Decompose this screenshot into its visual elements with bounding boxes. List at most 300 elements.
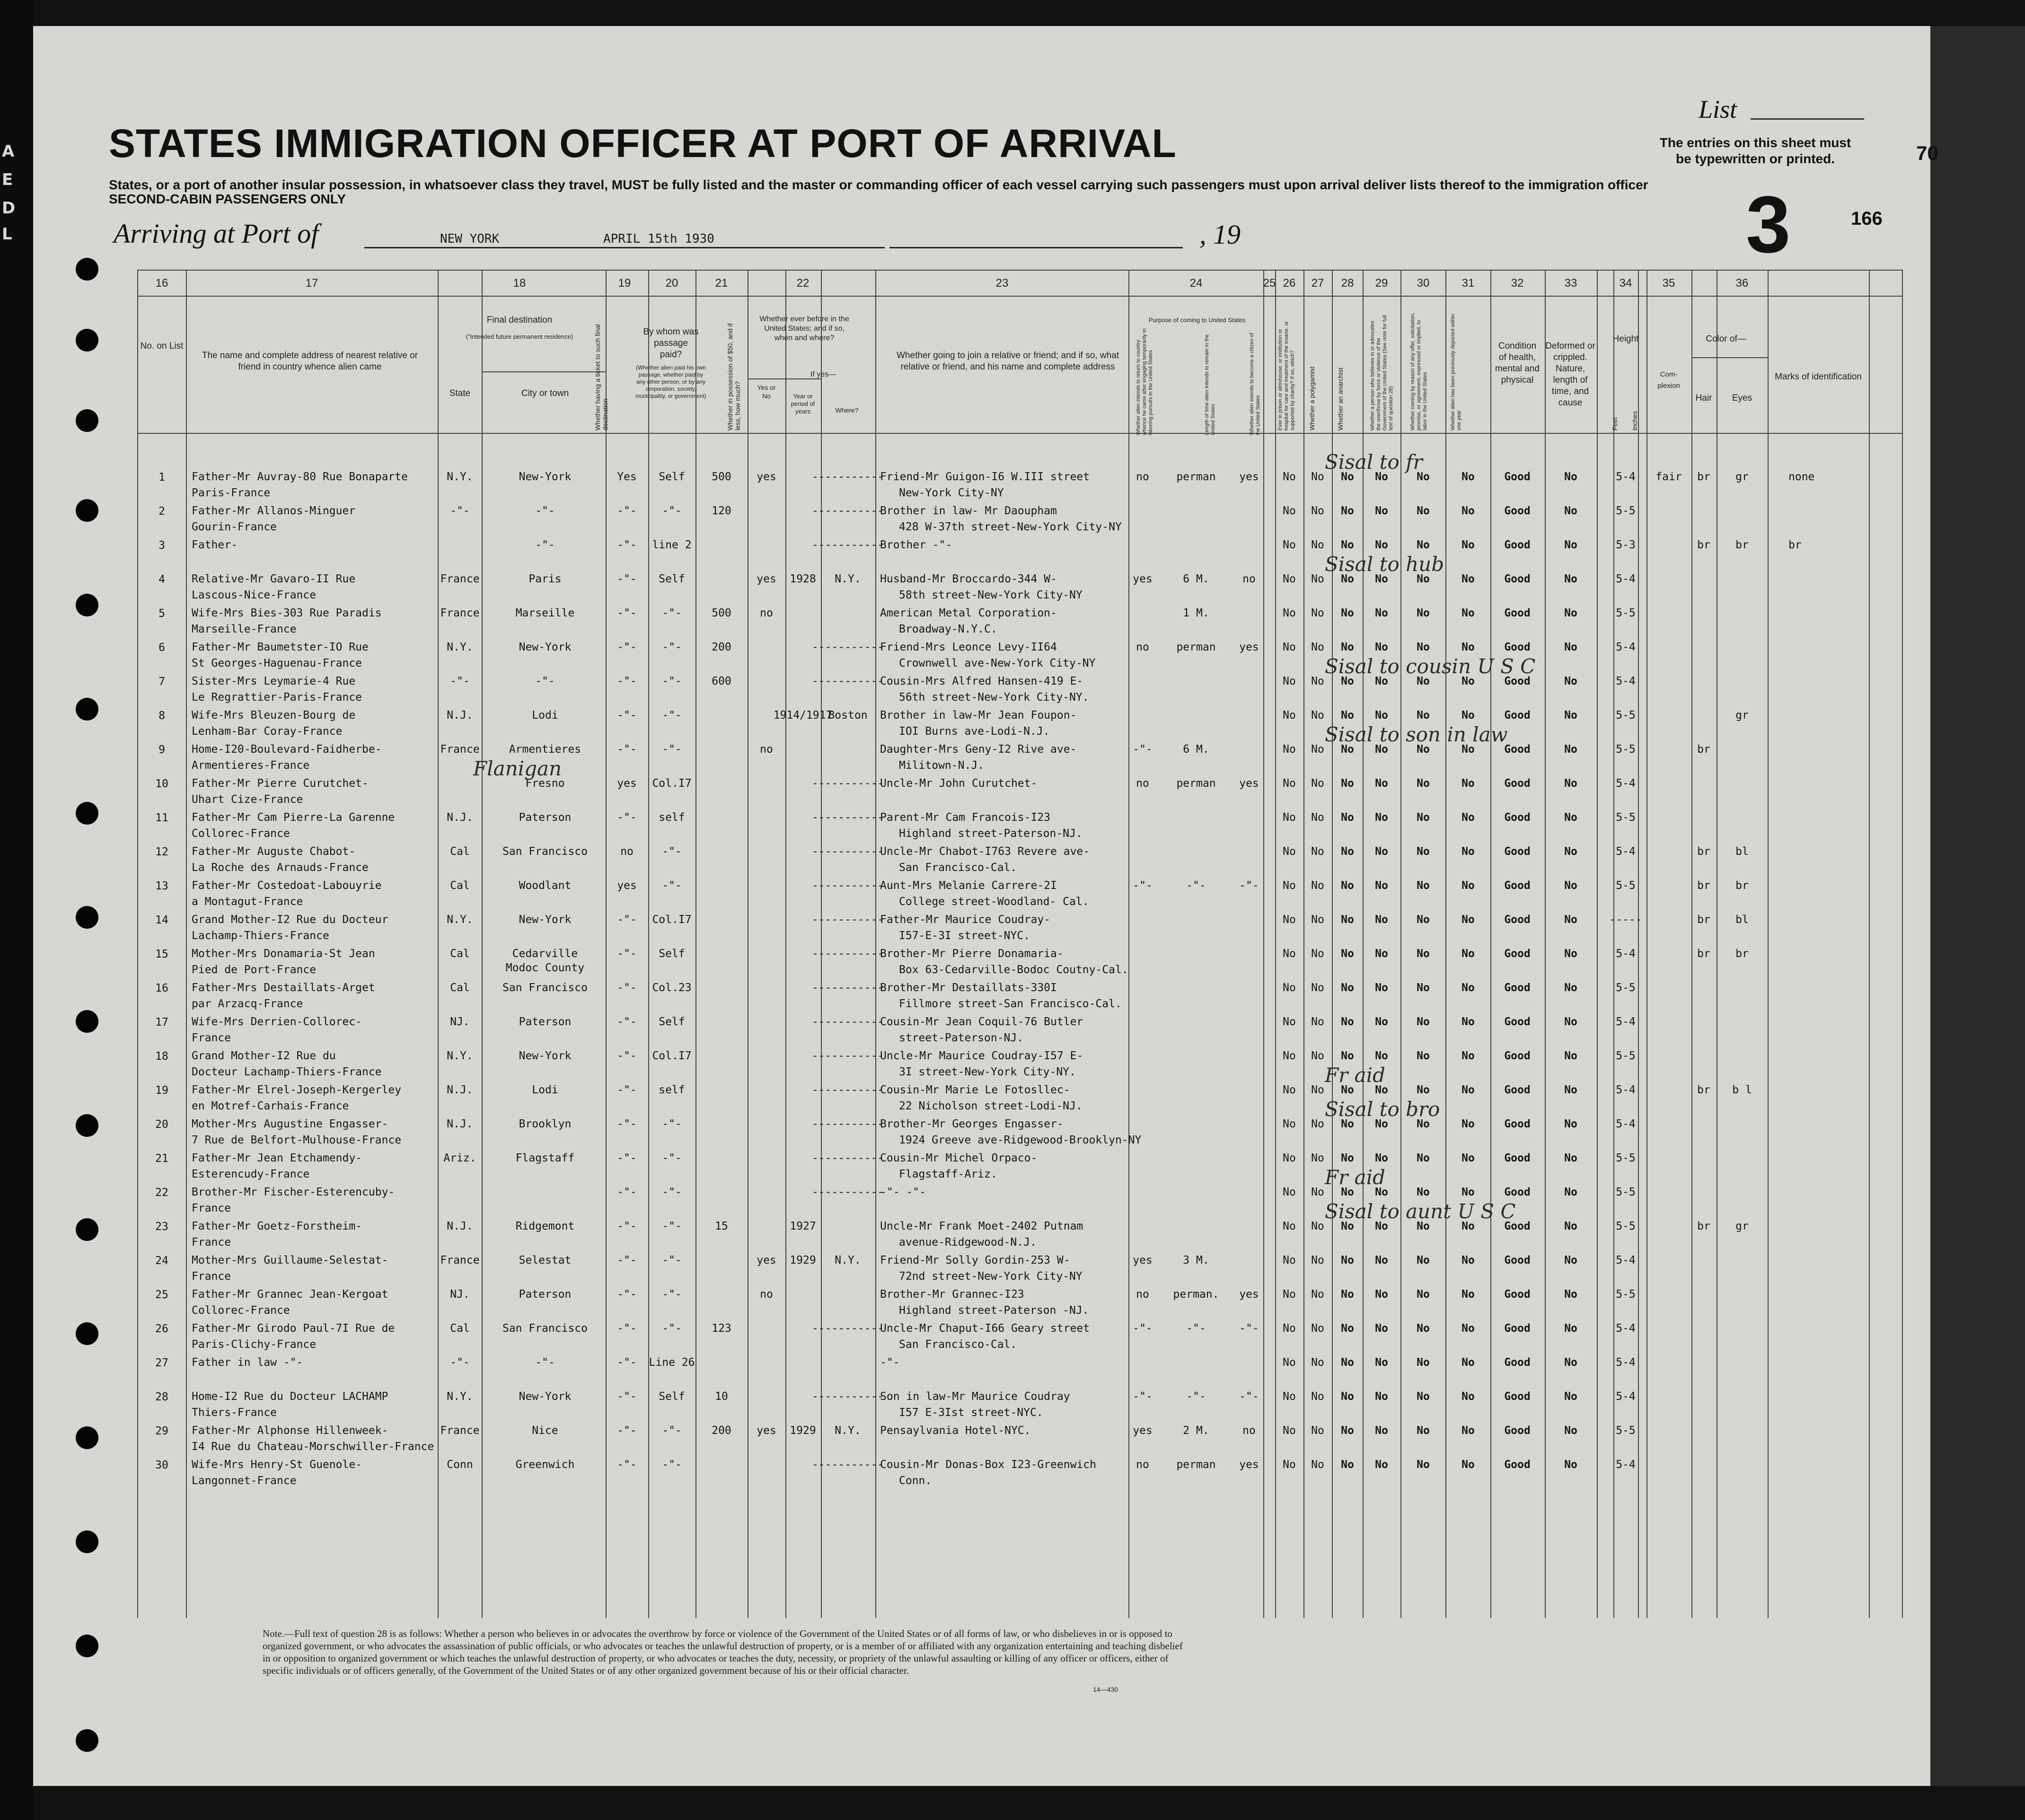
cell-where: ----------- [811,1016,884,1028]
cell-c28: No [1375,1016,1388,1028]
cell-join2: Fillmore street-San Francisco-Cal. [899,998,1122,1010]
cell-c26: No [1311,1356,1324,1369]
cell-height: 5-5 [1616,607,1636,619]
cell-deformed: No [1564,641,1577,653]
cell-c30: No [1462,1254,1475,1266]
cell-c25: No [1283,1288,1296,1301]
cell-rel2: Lachamp-Thiers-France [192,930,329,942]
cell-c30: No [1462,1016,1475,1028]
cell-c27: No [1341,1118,1354,1130]
cell-p2: perman. [1173,1288,1219,1301]
cell-paid: Col.I7 [652,777,692,790]
cell-c28: No [1375,845,1388,858]
cell-deformed: No [1564,777,1577,790]
cell-height: 5-4 [1616,1254,1636,1266]
cell-c25: No [1283,1152,1296,1164]
cell-hair: br [1697,845,1710,858]
cell-rel1: Father-Mr Cam Pierre-La Garenne [192,811,395,824]
binder-hole [76,594,98,616]
column-rule [1613,270,1614,1618]
cell-join1: Aunt-Mrs Melanie Carrere-2I [880,879,1057,892]
cell-state: France [440,743,480,756]
binder-hole [76,1635,98,1657]
cell-hair: br [1697,471,1710,483]
cell-city1: San Francisco [502,982,588,994]
cell-ticket: -"- [617,1016,637,1028]
cell-join1: Brother-Mr Destaillats-330I [880,982,1057,994]
cell-deformed: No [1564,1016,1577,1028]
cell-c28: No [1375,1288,1388,1301]
row-number: 24 [155,1255,168,1267]
cell-c30: No [1462,1084,1475,1096]
cell-deformed: No [1564,743,1577,756]
cell-rel1: Father- [192,539,238,551]
cell-c28: No [1375,1186,1388,1198]
cell-state: France [440,1254,480,1266]
cell-c25: No [1283,573,1296,585]
cell-height: ----- [1609,914,1642,926]
port-underline [364,247,885,248]
cell-height: 5-4 [1616,1322,1636,1335]
cell-c26: No [1311,845,1324,858]
cell-rel1: Father-Mr Costedoat-Labouyrie [192,879,382,892]
cell-height: 5-4 [1616,1118,1636,1130]
cell-paid: line 2 [652,539,692,551]
cell-height: 5-4 [1616,471,1636,483]
table-rule [1691,357,1768,358]
cell-ticket: -"- [617,641,637,653]
cell-p2: 6 M. [1183,573,1209,585]
cell-c28: No [1375,1084,1388,1096]
cell-city1: Brooklyn [519,1118,572,1130]
cell-height: 5-5 [1616,879,1636,892]
cell-c27: No [1341,1390,1354,1403]
cell-paid: Self [659,1390,685,1403]
cell-c26: No [1311,1254,1324,1266]
cell-p3: yes [1239,471,1259,483]
cell-city1: San Francisco [502,1322,588,1335]
cell-deformed: No [1564,539,1577,551]
cell-c26: No [1311,1424,1324,1437]
cell-join2: Highland street-Paterson-NJ. [899,827,1083,840]
header-hair: Hair [1695,393,1712,403]
cell-c27: No [1341,1220,1354,1232]
cell-rel1: Father-Mr Pierre Curutchet- [192,777,369,790]
cell-height: 5-4 [1616,1084,1636,1096]
cell-join2: IOI Burns ave-Lodi-N.J. [899,725,1050,738]
row-number: 16 [155,982,168,994]
passenger-class: SECOND-CABIN PASSENGERS ONLY [109,192,346,206]
cell-health: Good [1504,1152,1531,1164]
cell-rel2: St Georges-Haguenau-France [192,657,362,669]
cell-deformed: No [1564,1220,1577,1232]
cell-c25: No [1283,1016,1296,1028]
cell-c28: No [1375,777,1388,790]
cell-c30: No [1462,1322,1475,1335]
cell-p1: -"- [1133,1322,1153,1335]
cell-c29: No [1417,539,1430,551]
column-rule [1691,270,1692,1618]
header-purpose-return: Whether alien intends to return to country whence he came after engaging temporarily in laboring pursuits in the United States [1136,328,1153,435]
row-number: 17 [155,1016,168,1029]
cell-health: Good [1504,1186,1531,1198]
cell-health: Good [1504,948,1531,960]
cell-c28: No [1375,1152,1388,1164]
binder-hole [76,258,98,281]
cell-c27: No [1341,777,1354,790]
cell-city1: Ridgemont [515,1220,575,1232]
cell-state: France [440,607,480,619]
cell-hair: br [1697,743,1710,756]
cell-height: 5-5 [1616,1288,1636,1301]
cell-paid: Col.23 [652,982,692,994]
row-number: 20 [155,1118,168,1131]
cell-c30: No [1462,743,1475,756]
cell-c25: No [1283,1220,1296,1232]
cell-c28: No [1375,743,1388,756]
column-number: 36 [1735,277,1749,290]
cell-c29: No [1417,709,1430,721]
cell-join2: Crownwell ave-New-York City-NY [899,657,1096,669]
row-number: 9 [158,744,165,756]
cell-paid: Self [659,471,685,483]
cell-c30: No [1462,709,1475,721]
cell-c26: No [1311,573,1324,585]
cell-p2: perman [1176,777,1216,790]
cell-c26: No [1311,811,1324,824]
cell-p2: perman [1176,1459,1216,1471]
cell-join1: Friend-Mr Guigon-I6 W.III street [880,471,1090,483]
cell-c25: No [1283,471,1296,483]
cell-where: ----------- [811,641,884,653]
cell-deformed: No [1564,811,1577,824]
cell-p1: no [1136,1459,1149,1471]
cell-deformed: No [1564,1118,1577,1130]
cell-c30: No [1462,1459,1475,1471]
cell-height: 5-5 [1616,709,1636,721]
cell-rel1: Wife-Mrs Bies-303 Rue Paradis [192,607,382,619]
column-number: 34 [1619,277,1632,290]
row-number: 18 [155,1050,168,1063]
cell-join2: street-Paterson-NJ. [899,1032,1024,1044]
cell-ticket: -"- [617,1186,637,1198]
cell-c26: No [1311,607,1324,619]
cell-city1: -"- [535,505,555,517]
cell-c27: No [1341,948,1354,960]
cell-where: N.Y. [835,1254,861,1266]
cell-hair: br [1697,914,1710,926]
cell-c30: No [1462,471,1475,483]
cell-c27: No [1341,845,1354,858]
cell-rel2: France [192,1032,231,1044]
handwritten-note: Sisal to bro [1325,1098,1440,1121]
column-number: 16 [155,277,168,290]
cell-deformed: No [1564,1254,1577,1266]
row-number: 28 [155,1391,168,1403]
cell-health: Good [1504,914,1531,926]
cell-hair: br [1697,1220,1710,1232]
cell-where: ----------- [811,1084,884,1096]
header-purpose: Purpose of coming to United States [1148,317,1246,324]
cell-where: ----------- [811,1152,884,1164]
row-number: 2 [158,505,165,518]
right-page-edge [1930,26,2025,1786]
cell-p3: no [1242,1424,1256,1437]
column-rule [1445,270,1446,1618]
cell-join1: Uncle-Mr Chabot-I763 Revere ave- [880,845,1090,858]
cell-deformed: No [1564,471,1577,483]
cell-year1: 1928 [790,573,816,585]
cell-join2: Broadway-N.Y.C. [899,623,997,635]
header-if-yes: If yes— [810,370,836,378]
cell-join2: 1924 Greeve ave-Ridgewood-Brooklyn-NY [899,1134,1142,1146]
cell-c29: No [1417,1390,1430,1403]
cell-where: ----------- [811,777,884,790]
header-prison: Ever in prison or almshouse, or institution or hospital for care and treatment of the insane, or supported by charity? If so, which? [1277,321,1295,431]
cell-eyes: bl [1735,914,1749,926]
cell-rel2: Paris-Clichy-France [192,1338,317,1351]
cell-year1: 1929 [790,1254,816,1266]
cell-rel2: La Roche des Arnauds-France [192,862,369,874]
cell-height: 5-4 [1616,1356,1636,1369]
cell-rel1: Mother-Mrs Donamaria-St Jean [192,948,375,960]
cell-c30: No [1462,675,1475,687]
cell-height: 5-5 [1616,743,1636,756]
cell-rel1: Wife-Mrs Bleuzen-Bourg de [192,709,356,721]
cell-hair: br [1697,539,1710,551]
cell-deformed: No [1564,1050,1577,1062]
cell-c28: No [1375,1322,1388,1335]
cell-c28: No [1375,879,1388,892]
cell-c28: No [1375,505,1388,517]
row-number: 22 [155,1187,168,1199]
cell-c26: No [1311,641,1324,653]
header-ticket: Whether having a ticket to such final destination [594,324,609,431]
cell-c27: No [1341,573,1354,585]
cell-c25: No [1283,982,1296,994]
cell-city1: Marseille [515,607,575,619]
cell-rel1: Mother-Mrs Guillaume-Selestat- [192,1254,388,1266]
cell-c29: No [1417,675,1430,687]
cell-height: 5-4 [1616,777,1636,790]
cell-deformed: No [1564,1084,1577,1096]
cell-eyes: gr [1735,709,1749,721]
header-where: Where? [835,406,859,414]
cell-paid: Line 26 [649,1356,695,1369]
cell-ticket: -"- [617,1084,637,1096]
header-no-on-list: No. on List [140,341,184,351]
cell-where: ----------- [811,471,884,483]
cell-join1: Cousin-Mr Jean Coquil-76 Butler [880,1016,1083,1028]
cell-c27: No [1341,1424,1354,1437]
column-number: 22 [796,277,810,290]
cell-rel2: Langonnet-France [192,1475,297,1487]
cell-paid: -"- [662,879,682,892]
cell-height: 5-4 [1616,675,1636,687]
binder-hole [76,1114,98,1137]
cell-before: no [760,743,773,756]
cell-health: Good [1504,1016,1531,1028]
cell-rel2: Lascous-Nice-France [192,589,317,601]
cell-rel1: Father in law -"- [192,1356,303,1369]
cell-eyes: gr [1735,1220,1749,1232]
cell-c28: No [1375,1254,1388,1266]
cell-c30: No [1462,1050,1475,1062]
cell-c27: No [1341,1254,1354,1266]
cell-c28: No [1375,811,1388,824]
cell-c30: No [1462,607,1475,619]
cell-c26: No [1311,1288,1324,1301]
cell-join2: Flagstaff-Ariz. [899,1168,997,1180]
cell-health: Good [1504,982,1531,994]
cell-c29: No [1417,1459,1430,1471]
cell-p1: yes [1133,1254,1153,1266]
table-rule [482,371,606,372]
row-number: 14 [155,914,168,926]
cell-join1: Brother in law-Mr Jean Foupon- [880,709,1077,721]
cell-health: Good [1504,573,1531,585]
cell-c27: No [1341,914,1354,926]
cell-rel1: Wife-Mrs Derrien-Collorec- [192,1016,362,1028]
cell-c26: No [1311,1118,1324,1130]
cell-where: ----------- [811,948,884,960]
cell-money: 15 [715,1220,728,1232]
cell-ticket: -"- [617,1254,637,1266]
header-yes-or-no: Yes or No [757,384,776,400]
cell-eyes: br [1735,948,1749,960]
left-edge-letter: D [2,199,16,218]
row-number: 11 [155,812,168,824]
cell-rel2: Le Regrattier-Paris-France [192,691,362,703]
cell-join1: Cousin-Mr Michel Orpaco- [880,1152,1038,1164]
header-color-of: Color of— [1706,334,1746,344]
cell-city2: Modoc County [505,962,585,974]
cell-c27: No [1341,1288,1354,1301]
cell-health: Good [1504,539,1531,551]
cell-c29: No [1417,1220,1430,1232]
header-deformed: Deformed or crippled. Nature, length of time, and cause [1545,341,1595,408]
cell-c27: No [1341,1050,1354,1062]
cell-c28: No [1375,1220,1388,1232]
cell-ticket: no [620,845,634,858]
cell-c28: No [1375,471,1388,483]
cell-rel1: Father-Mr Auvray-80 Rue Bonaparte [192,471,408,483]
binder-hole [76,1010,98,1033]
cell-paid: -"- [662,1118,682,1130]
cell-where: ----------- [811,1118,884,1130]
cell-state: Cal [450,982,470,994]
cell-state: Ariz. [443,1152,476,1164]
cell-health: Good [1504,1459,1531,1471]
cell-c26: No [1311,1050,1324,1062]
cell-c25: No [1283,505,1296,517]
row-number: 29 [155,1425,168,1437]
cell-paid: -"- [662,641,682,653]
cell-ticket: -"- [617,1152,637,1164]
cell-health: Good [1504,777,1531,790]
cell-deformed: No [1564,845,1577,858]
cell-p2: -"- [1186,1322,1206,1335]
header-relative-address: The name and complete address of nearest relative or friend in country whence alien came [202,351,418,372]
column-rule [606,270,607,1618]
cell-p2: 3 M. [1183,1254,1209,1266]
cell-height: 5-5 [1616,1186,1636,1198]
cell-c27: No [1341,675,1354,687]
cell-ticket: -"- [617,709,637,721]
column-number: 30 [1417,277,1430,290]
cell-city1: Flagstaff [515,1152,575,1164]
cell-c28: No [1375,1050,1388,1062]
handwritten-note: Flanigan [473,757,562,780]
cell-join1: -"- [880,1356,900,1369]
cell-p3: yes [1239,641,1259,653]
header-city-or-town: City or town [521,388,569,398]
cell-c27: No [1341,811,1354,824]
header-purpose-citizen: Whether alien intends to become a citizen of the United States [1249,333,1261,435]
column-rule [1128,270,1129,1618]
column-rule [1638,270,1639,1618]
cell-where: ----------- [811,879,884,892]
row-number: 8 [158,710,165,722]
binder-hole [76,1322,98,1345]
cell-ticket: -"- [617,982,637,994]
cell-paid: Self [659,573,685,585]
cell-height: 5-5 [1616,1152,1636,1164]
cell-c25: No [1283,1459,1296,1471]
cell-money: 500 [712,607,731,619]
cell-paid: -"- [662,1152,682,1164]
cell-paid: self [659,1084,685,1096]
arriving-label: Arriving at Port of [114,218,319,249]
cell-c25: No [1283,1084,1296,1096]
cell-deformed: No [1564,1322,1577,1335]
cell-rel2: Marseille-France [192,623,297,635]
cell-state: -"- [450,505,470,517]
cell-year1: 1927 [790,1220,816,1232]
cell-paid: Self [659,1016,685,1028]
cell-rel1: Brother-Mr Fischer-Esterencuby- [192,1186,395,1198]
cell-city1: New-York [519,1390,572,1403]
column-rule [1768,270,1769,1618]
cell-rel2: Esterencudy-France [192,1168,310,1180]
cell-c25: No [1283,641,1296,653]
header-marks: Marks of identification [1775,372,1862,382]
column-number: 19 [618,277,631,290]
cell-health: Good [1504,811,1531,824]
cell-c25: No [1283,1390,1296,1403]
cell-where: ----------- [811,539,884,551]
binder-hole [76,802,98,825]
cell-ticket: yes [617,879,637,892]
cell-where: ----------- [811,1050,884,1062]
cell-city1: New-York [519,471,572,483]
cell-p3: -"- [1239,1390,1259,1403]
cell-before: yes [757,1254,776,1266]
form-title: STATES IMMIGRATION OFFICER AT PORT OF ARRIVAL [109,121,1177,166]
cell-p1: no [1136,1288,1149,1301]
column-number: 17 [305,277,318,290]
cell-city1: Lodi [532,709,558,721]
cell-c28: No [1375,675,1388,687]
sheet-number: 166 [1851,208,1883,229]
column-number: 32 [1511,277,1524,290]
cell-join2: Highland street-Paterson -NJ. [899,1304,1089,1317]
cell-c26: No [1311,1322,1324,1335]
cell-height: 5-4 [1616,1390,1636,1403]
cell-c29: No [1417,641,1430,653]
cell-before: yes [757,471,776,483]
cell-c26: No [1311,777,1324,790]
